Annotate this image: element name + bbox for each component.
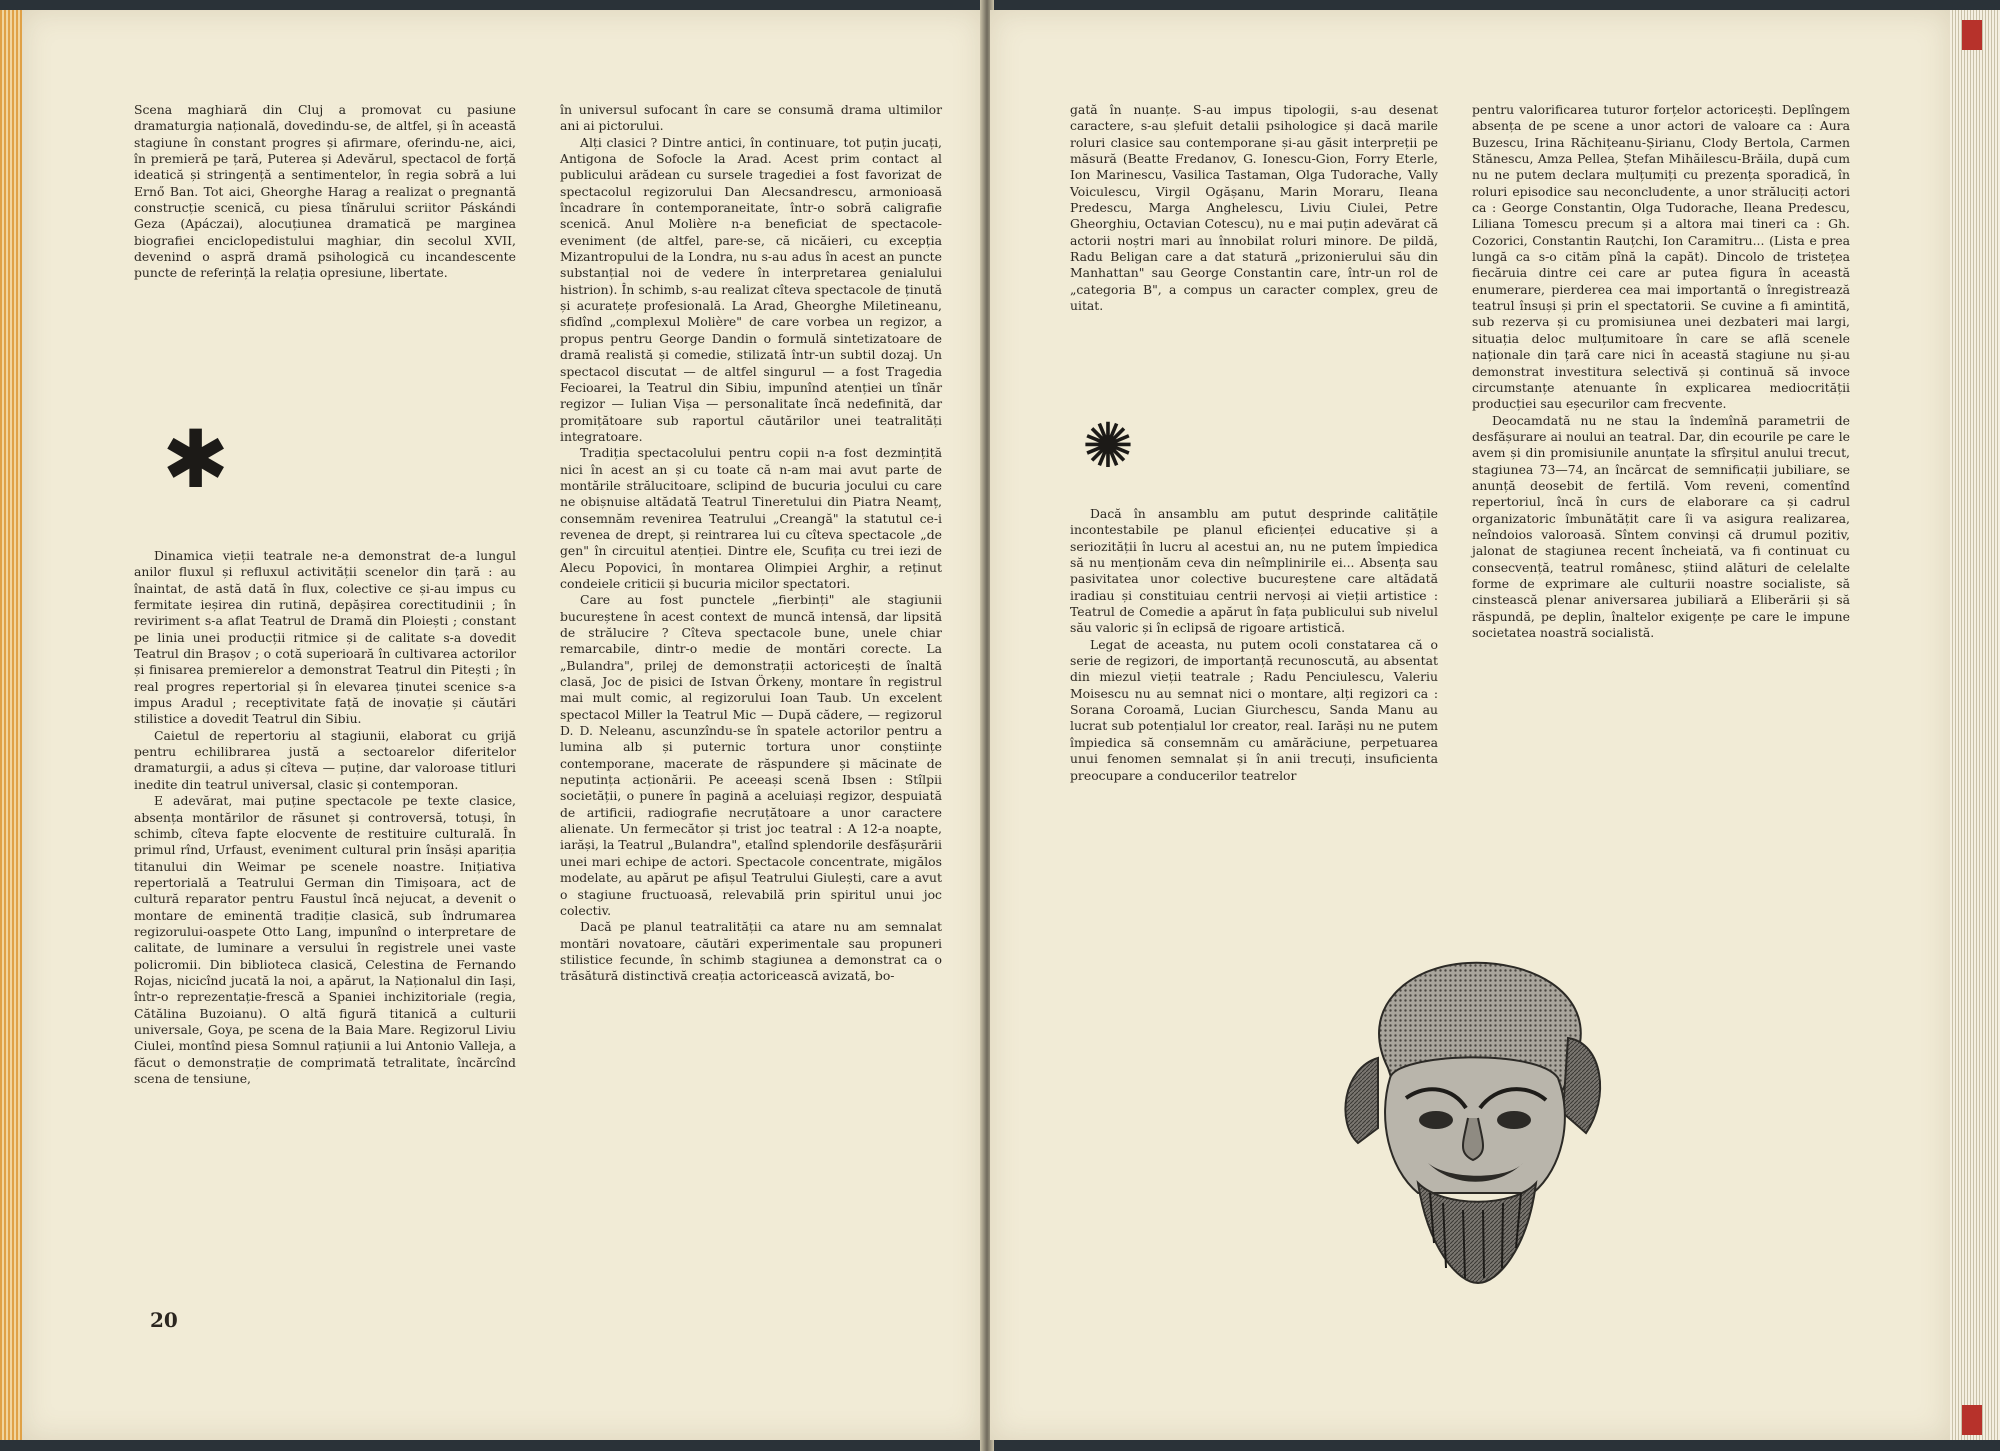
- page-edge-left: [0, 10, 22, 1440]
- paragraph: gată în nuanțe. S-au impus tipologii, s-au desenat caractere, s-au șlefuit detalii psihologice și dacă marile roluri clasice sau contemporane și-au găsit interpreții pe măsură (Beatte Fredanov, G. Ionescu-Gion, Forry Eterle, Ion Marinescu, Vasilica Tastaman, Olga Tudorache, Vally Voiculescu, Virgil Ogășanu, Marin Moraru, Ileana Predescu, Marga Anghelescu, Liviu Ciulei, Petre Gheorghiu, Octavian Cotescu), nu e mai puțin adevărat că actorii noștri mari au înnobilat roluri minore. De pildă, Radu Beligan care a dat statură „prizonierului său din Manhattan" sau George Constantin care, într-un rol de „categoria B", a compus un caracter complex, greu de uitat.: [1070, 102, 1438, 314]
- left-column-1-top: [134, 102, 516, 282]
- paragraph: Tradiția spectacolului pentru copii n-a fost dezmințită nici în acest an și cu toate că n-am mai avut parte de montările strălucitoare, sclipind de bucuria jocului cu care ne obișnuise altădată Teatrul Tineretului din Piatra Neamț, consemnăm revenirea Teatrului „Creangă" la statutul ce-i revenea de drept, și reintrarea lui cu cîteva spectacole „de gen" în circuitul atenției. Dintre ele, Scufița cu trei iezi de Alecu Popovici, în montarea Olimpiei Arghir, a reținut condeiele criticii și bucuria micilor spectatori.: [560, 445, 942, 591]
- paragraph: Caietul de repertoriu al stagiunii, elaborat cu grijă pentru echilibrarea justă a sectoarelor diferitelor dramaturgii, a adus și cîteva — puține, dar valoroase titluri inedite din teatrul universal, clasic și contemporan.: [134, 727, 516, 792]
- paragraph: în universul sufocant în care se consumă drama ultimilor ani ai pictorului.: [560, 102, 942, 134]
- theatre-mask-illustration: [1318, 948, 1608, 1288]
- paragraph: Dinamica vieții teatrale ne-a demonstrat de-a lungul anilor fluxul și refluxul activității scenelor din țară : au înaintat, de astă dată în flux, colective ce și-au impus cu fermitate ieșirea din rutină, depășirea corectitudinii ; în reviriment s-a aflat Teatrul de Dramă din Ploiești ; constant pe linia unei producții ritmice și de calitate s-a dovedit Teatrul din Brașov ; o cotă superioară în cultivarea actorilor și finisarea premierelor a demonstrat Teatrul din Pitești ; în real progres repertorial și în elevarea ținutei scenice s-a impus Aradul ; receptivitate față de inovație și căutări stilistice a dovedit Teatrul din Sibiu.: [134, 548, 516, 727]
- page-edge-right: [1950, 10, 2000, 1440]
- right-column-1-top: [1070, 102, 1438, 314]
- bookmark-tab: [1962, 1405, 1982, 1435]
- paragraph: Dacă pe planul teatralității ca atare nu am semnalat montări novatoare, căutări experimentale sau propuneri stilistice fecunde, în schimb stagiunea a demonstrat ca o trăsătură distinctivă creația actoricească avizată, bo-: [560, 919, 942, 984]
- paragraph: Care au fost punctele „fierbinți" ale stagiunii bucureștene în acest context de muncă intensă, dar lipsită de strălucire ? Cîteva spectacole bune, unele chiar remarcabile, dintr-o medie de montări corecte. La „Bulandra", prilej de demonstrații actoricești de înaltă clasă, Joc de pisici de Istvan Örkeny, montare în registrul mai mult comic, al regizorului Ioan Taub. Un excelent spectacol Miller la Teatrul Mic — După cădere, — regizorul D. D. Neleanu, ascunzîndu-se în spatele actorilor pentru a lumina alb și puternic tortura unor conștiințe contemporane, macerate de răspundere și măcinate de neputința acționării. Pe aceeași scenă Ibsen : Stîlpii societății, o punere în pagină a aceluiași regizor, despuiată de artificii, radiografie necruțătoare a unor caractere alienate. Un fermecător și trist joc teatral : A 12-a noapte, iarăși, la Teatrul „Bulandra", etalînd splendorile desfășurării unei mari echipe de actori. Spectacole concentrate, migălos modelate, au apărut pe afișul Teatrului Giulești, care a avut o stagiune fructuoasă, relevabilă prin spiritul unui joc colectiv.: [560, 592, 942, 918]
- paragraph: E adevărat, mai puține spectacole pe texte clasice, absența montărilor de răsunet și controversă, totuși, în schimb, cîteva fapte elocvente de restituire culturală. În primul rînd, Urfaust, eveniment cultural prin însăși apariția titanului din Weimar pe scenele noastre. Inițiativa repertorială a Teatrului German din Timișoara, act de cultură reparator pentru Faustul încă nejucat, a devenit o montare de eminentă tradiție clasică, sub îndrumarea regizorului-oaspete Otto Lang, impunînd o interpretare de calitate, de luminare a versului în registrele unei vaste policromii. Din biblioteca clasică, Celestina de Fernando Rojas, nicicînd jucată la noi, a apărut, la Naționalul din Iași, într-o reprezentație-frescă a Spaniei inchizitoriale (regia, Cătălina Buzoianu). O altă figură titanică a culturii universale, Goya, pe scena de la Baia Mare. Regizorul Liviu Ciulei, montînd piesa Somnul rațiunii a lui Antonio Valleja, a făcut o demonstrație de comprimată tetralitate, încărcînd scena de tensiune,: [134, 793, 516, 1086]
- section-starburst-icon: ✺: [1082, 409, 1134, 482]
- bookmark-tab: [1962, 20, 1982, 50]
- left-column-1-bottom: [134, 548, 516, 1087]
- paragraph: Alți clasici ? Dintre antici, în continuare, tot puțin jucați, Antigona de Sofocle la Arad. Acest prim contact al publicului arădean cu sursele tragediei a fost favorizat de spectacolul regizorului Dan Alecsandrescu, armonioasă încadrare în contemporaneitate, într-o sobră caligrafie scenică. Anul Molière n-a beneficiat de spectacole-eveniment (de altfel, pare-se, că nicăieri, cu excepția Mizantropului de la Londra, nu s-au adus în acest an puncte substanțial noi de vedere în interpretarea genialului histrion). În schimb, s-au realizat cîteva spectacole de ținută și acuratețe profesională. La Arad, Gheorghe Miletineanu, sfidînd „complexul Molière" de care vorbea un regizor, a propus pentru George Dandin o formulă sintetizatoare de dramă realistă și comedie, stilizată într-un subtil dozaj. Un spectacol discutat — de altfel singurul — a fost Tragedia Fecioarei, la Teatrul din Sibiu, impunînd atenției un tînăr regizor — Iulian Vișa — personalitate încă nedefinită, dar promițătoare sub raportul căutărilor unei teatralități integratoare.: [560, 134, 942, 444]
- paragraph: Dacă în ansamblu am putut desprinde calitățile incontestabile pe planul eficienței educative și a seriozității în lucru al acestui an, nu ne putem împiedica să nu menționăm ceva din neîmplinirile ei... Absența sau pasivitatea unor colective bucureștene care altădată iradiau și constituiau centrii nervoși ai vieții artistice : Teatrul de Comedie a apărut în fața publicului sub nivelul său valoric și în eclipsă de rigoare artistică.: [1070, 506, 1438, 636]
- paragraph: Scena maghiară din Cluj a promovat cu pasiune dramaturgia națională, dovedindu-se, de altfel, și în această stagiune în constant progres și afirmare, oferindu-ne, aici, în premieră pe țară, Puterea și Adevărul, spectacol de forță ideatică și stringență a sentimentelor, în regia sobră a lui Ernő Ban. Tot aici, Gheorghe Harag a realizat o pregnantă construcție scenică, cu piesa tînărului scriitor Páskándi Geza (Apáczai), alocuțiunea dramatică pe marginea biografiei enciclopedistului maghiar, din secolul XVII, devenind o aspră dramă psihologică cu incandescente puncte de referință la relația opresiune, libertate.: [134, 102, 516, 281]
- left-page: [22, 10, 982, 1440]
- paragraph: pentru valorificarea tuturor forțelor actoricești. Deplîngem absența de pe scene a unor actori de valoare ca : Aura Buzescu, Irina Răchițeanu-Șirianu, Clody Bertola, Carmen Stănescu, Amza Pellea, Ștefan Mihăilescu-Brăila, după cum nu ne putem declara mulțumiți cu prezența sporadică, în roluri episodice sau neconcludente, a unor străluciți actori ca : George Constantin, Olga Tudorache, Ileana Predescu, Liliana Tomescu precum și a altora mai tineri ca : Gh. Cozorici, Constantin Rauțchi, Ion Caramitru... (Lista e prea lungă ca s-o cităm pînă la capăt). Dincolo de tristețea fiecăruia dintre cei care ar putea figura în această enumerare, pierderea cea mai importantă o înregistrează teatrul însuși și prin el spectatorii. Se cuvine a fi amintită, sub rezerva și cu promisiunea unei dezbateri mai largi, situația deloc mulțumitoare în care se află scenele naționale din țară care nici în această stagiune nu și-au demonstrat investitura selectivă și continuă să invoce circumstanțe atenuante în explicarea mediocrității producției sau eșecurilor cam frecvente.: [1472, 102, 1850, 412]
- page-number: 20: [150, 1308, 178, 1332]
- left-column-2: [560, 102, 942, 985]
- right-column-1-bottom: [1070, 506, 1438, 784]
- paragraph: Deocamdată nu ne stau la îndemînă parametrii de desfășurare ai noului an teatral. Dar, din ecourile pe care le avem și din promisiunile anunțate la sfîrșitul anului trecut, stagiunea 73—74, an încărcat de semnificații jubiliare, se anunță deosebit de fertilă. Vom reveni, comentînd repertoriul, încă în curs de elaborare ca și cadrul organizatoric îmbunătățit care îi va asigura realizarea, neîndoios valoroasă. Sîntem convinși că drumul pozitiv, jalonat de stagiunea recent încheiată, va fi continuat cu consecvență, teatrul românesc, știind alături de celelalte forme de exprimare ale culturii noastre socialiste, să cinstească plenar aniversarea jubiliară a Eliberării și să răspundă, pe deplin, înaltelor exigențe pe care le impune societatea noastră socialistă.: [1472, 412, 1850, 640]
- paragraph: Legat de aceasta, nu putem ocoli constatarea că o serie de regizori, de importanță recunoscută, au absentat din miezul vieții teatrale ; Radu Penciulescu, Valeriu Moisescu nu au semnat nici o montare, alți regizori ca : Sorana Coroamă, Lucian Giurchescu, Sanda Manu au lucrat sub potențialul lor creator, real. Iarăși nu ne putem împiedica să consemnăm cu amărăciune, perpetuarea unui fenomen semnalat și în anii trecuți, insuficienta preocupare a conducerilor teatrelor: [1070, 636, 1438, 783]
- right-column-2: [1472, 102, 1850, 641]
- section-asterisk-icon: ✱: [162, 413, 230, 506]
